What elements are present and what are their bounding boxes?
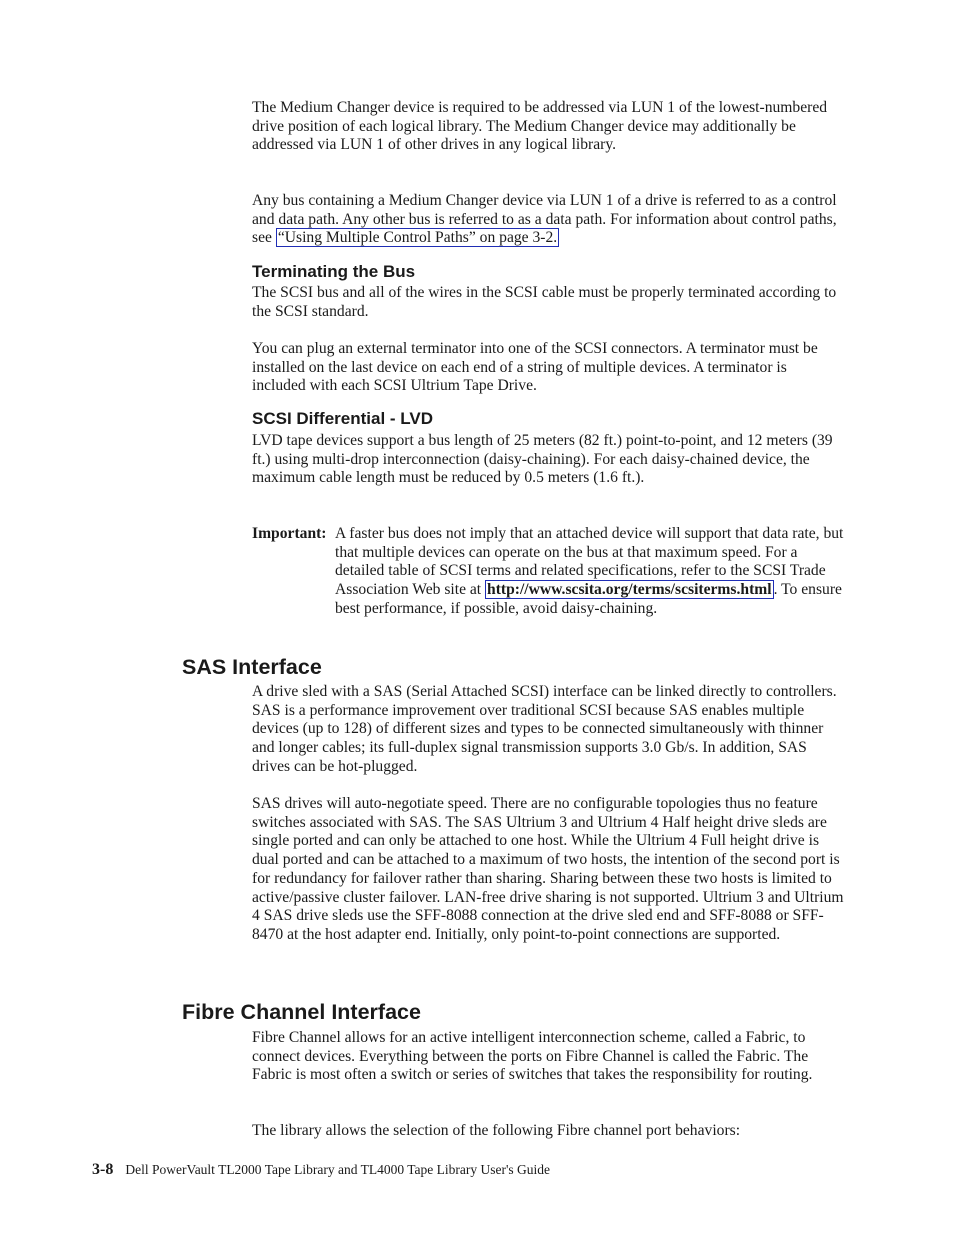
- important-note-text: A faster bus does not imply that an attached device will support that data rate, but that multiple devices can operate on the bus at that maximum speed. For a detailed table of SCSI terms and related specifications, refer to the SCSI Trade Association Web site at: [335, 525, 844, 599]
- paragraph-control-path-text: Any bus containing a Medium Changer device via LUN 1 of a drive is referred to as a control and data path. Any other bus is referred to as a data path. For information about control paths, see: [252, 192, 837, 247]
- important-note: [335, 525, 845, 619]
- footer-title: Dell PowerVault TL2000 Tape Library and TL4000 Tape Library User's Guide: [125, 1162, 551, 1177]
- important-note-tail: . To ensure best performance, if possible, avoid daisy-chaining.: [335, 581, 842, 617]
- paragraph-fibre-channel: Fibre Channel allows for an active intelligent interconnection scheme, called a Fabric, to connect devices. Everything between the ports on Fibre Channel is called the Fabric. The Fabric is most often a switch or series of switches that takes the responsibility for routing.: [252, 1029, 813, 1084]
- paragraph-control-path: [252, 192, 844, 248]
- heading-terminating-the-bus: Terminating the Bus: [252, 262, 416, 281]
- control-paths-link[interactable]: “Using Multiple Control Paths” on page 3-2.: [277, 229, 558, 247]
- paragraph-sas-negotiate: SAS drives will auto-negotiate speed. There are no configurable topologies thus no feature switches associated with SAS. The SAS Ultrium 3 and Ultrium 4 Half height drive sleds are single ported and can only be attached to one host. While the Ultrium 4 Full height drive is dual ported and can be attached to a maximum of two hosts, the intention of the second port is for redundancy for failover rather than sharing. Sharing between these two hosts is limited to active/passive cluster failover. LAN-free drive sharing is not supported. Ultrium 3 and Ultrium 4 SAS drive sleds use the SFF-8088 connection at the drive sled end and SFF-8088 or SFF-8470 at the host adapter end. Initially, only point-to-point connections are supported.: [252, 795, 844, 943]
- paragraph-terminator: You can plug an external terminator into one of the SCSI connectors. A terminator must be installed on the last device on each end of a string of multiple devices. A terminator is included with each SCSI Ultrium Tape Drive.: [252, 340, 818, 395]
- paragraph-scsi-termination: The SCSI bus and all of the wires in the SCSI cable must be properly terminated according to the SCSI standard.: [252, 284, 837, 320]
- heading-scsi-differential-lvd: SCSI Differential - LVD: [252, 409, 434, 428]
- paragraph-lvd: LVD tape devices support a bus length of 25 meters (82 ft.) point-to-point, and 12 meters (39 ft.) using multi-drop interconnection (daisy-chaining). For each daisy-chained device, the maximum cable length must be reduced by 0.5 meters (1.6 ft.).: [252, 432, 833, 487]
- scsita-url-link[interactable]: http://www.scsita.org/terms/scsiterms.html: [487, 581, 772, 599]
- paragraph-port-behaviors: The library allows the selection of the following Fibre channel port behaviors:: [252, 1122, 741, 1139]
- heading-fibre-channel-interface: Fibre Channel Interface: [182, 1000, 421, 1024]
- page-number: 3-8: [92, 1161, 114, 1178]
- heading-sas-interface: SAS Interface: [182, 655, 322, 679]
- paragraph-sas-intro: A drive sled with a SAS (Serial Attached SCSI) interface can be linked directly to controllers. SAS is a performance improvement over traditional SCSI because SAS enables multiple devices (up to 128) of different sizes and types to be connected simultaneously with thinner and longer cables; its full-duplex signal transmission supports 3.0 Gb/s. In addition, SAS drives can be hot-plugged.: [252, 683, 837, 775]
- important-label: Important:: [252, 525, 327, 542]
- paragraph-medium-changer: The Medium Changer device is required to be addressed via LUN 1 of the lowest-numbered drive position of each logical library. The Medium Changer device may additionally be addressed via LUN 1 of other drives in any logical library.: [252, 99, 828, 154]
- page-footer: [92, 1161, 550, 1179]
